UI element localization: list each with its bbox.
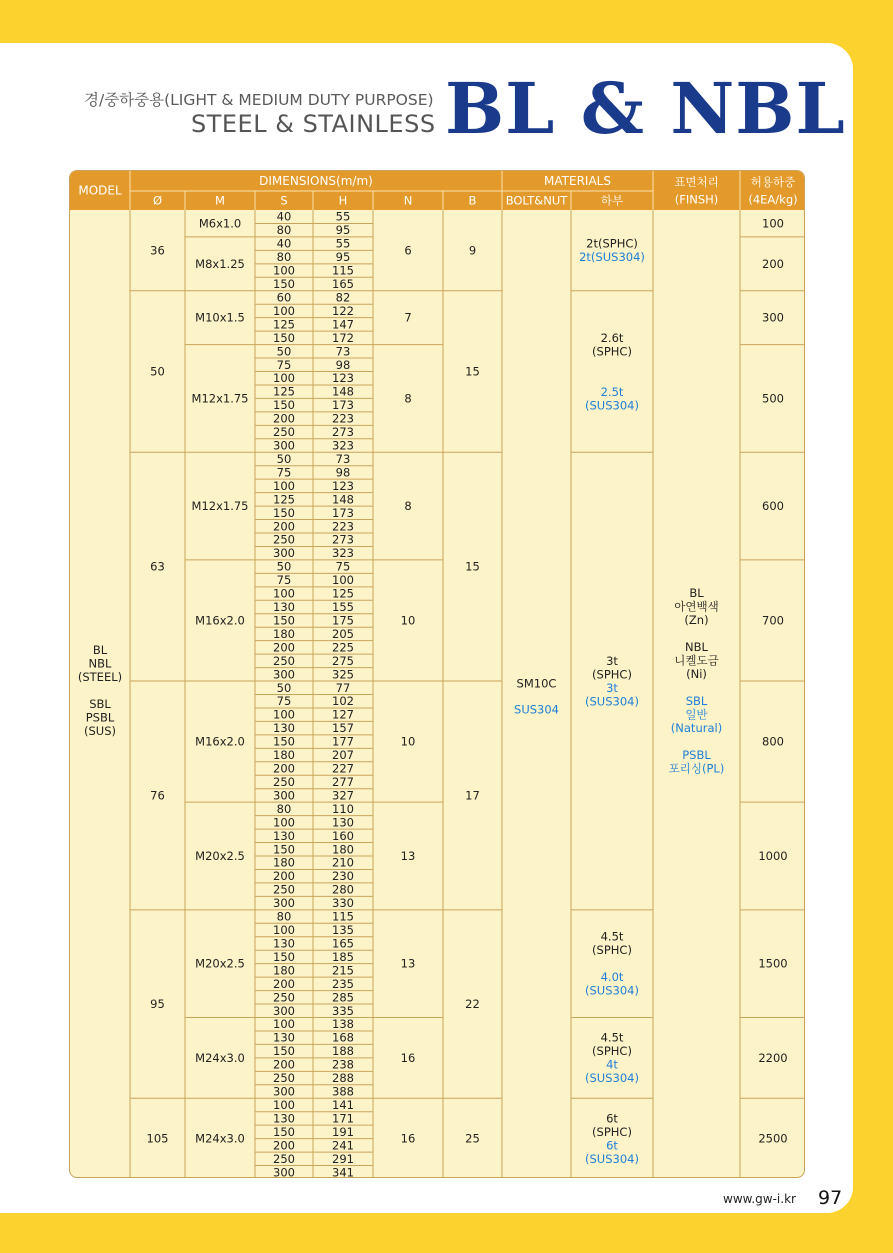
- h-value: 148: [332, 492, 354, 507]
- s-value: 300: [273, 546, 295, 561]
- s-value: 300: [273, 1165, 295, 1178]
- h-value: 123: [332, 478, 354, 493]
- base-material: 4.5t: [600, 1030, 624, 1045]
- phi-value: 76: [150, 788, 165, 803]
- base-material: (SPHC): [592, 344, 632, 359]
- m-value: M8x1.25: [195, 256, 245, 271]
- s-value: 50: [276, 680, 292, 695]
- h-value: 138: [332, 1017, 354, 1032]
- s-value: 100: [273, 371, 295, 386]
- load-value: 200: [762, 256, 784, 271]
- h-value: 273: [332, 425, 354, 440]
- h-value: 172: [332, 330, 354, 345]
- load-value: 500: [762, 391, 784, 406]
- header-load: 허용하중: [750, 175, 796, 189]
- h-value: 125: [332, 586, 354, 601]
- h-value: 235: [332, 976, 354, 991]
- h-value: 327: [332, 788, 354, 803]
- h-value: 238: [332, 1057, 354, 1072]
- header-finish: 표면처리: [674, 175, 719, 189]
- header-b: B: [468, 193, 477, 208]
- finish-type: (Natural): [670, 720, 723, 735]
- s-value: 80: [276, 223, 292, 238]
- h-value: 115: [332, 263, 354, 278]
- s-value: 200: [273, 640, 295, 655]
- h-value: 215: [332, 963, 354, 978]
- load-value: 2500: [758, 1131, 788, 1146]
- base-material: (SUS304): [585, 694, 639, 709]
- s-value: 100: [273, 707, 295, 722]
- h-value: 73: [335, 344, 351, 359]
- s-value: 130: [273, 936, 295, 951]
- s-value: 250: [273, 882, 295, 897]
- s-value: 250: [273, 774, 295, 789]
- m-value: M10x1.5: [195, 310, 245, 325]
- load-value: 800: [762, 734, 784, 749]
- phi-value: 36: [150, 243, 165, 258]
- s-value: 50: [276, 451, 292, 466]
- load-value: 1500: [758, 956, 788, 971]
- finish-type: PSBL: [682, 747, 711, 762]
- s-value: 130: [273, 1030, 295, 1045]
- h-value: 110: [332, 801, 354, 816]
- s-value: 250: [273, 1151, 295, 1166]
- m-value: M16x2.0: [195, 613, 245, 628]
- s-value: 100: [273, 923, 295, 938]
- n-value: 8: [404, 391, 412, 406]
- base-material: (SUS304): [585, 398, 639, 413]
- s-value: 200: [273, 411, 295, 426]
- s-value: 300: [273, 1003, 295, 1018]
- h-value: 98: [335, 357, 351, 372]
- s-value: 180: [273, 963, 295, 978]
- base-material: 4.0t: [600, 970, 624, 985]
- h-value: 173: [332, 505, 354, 520]
- s-value: 250: [273, 653, 295, 668]
- h-value: 180: [332, 842, 354, 857]
- base-material: (SPHC): [592, 943, 632, 958]
- s-value: 200: [273, 869, 295, 884]
- h-value: 123: [332, 371, 354, 386]
- material-subtitle: STEEL & STAINLESS: [191, 110, 436, 138]
- h-value: 127: [332, 707, 354, 722]
- h-value: 155: [332, 600, 354, 615]
- s-value: 150: [273, 277, 295, 292]
- base-material: (SPHC): [592, 1124, 632, 1139]
- s-value: 130: [273, 1111, 295, 1126]
- n-value: 6: [404, 243, 412, 258]
- s-value: 200: [273, 1057, 295, 1072]
- s-value: 80: [276, 801, 292, 816]
- h-value: 330: [332, 896, 354, 911]
- model-name: PSBL: [85, 710, 115, 725]
- base-material: (SPHC): [592, 1044, 632, 1059]
- h-value: 230: [332, 869, 354, 884]
- h-value: 102: [332, 694, 354, 709]
- s-value: 180: [273, 748, 295, 763]
- h-value: 82: [335, 290, 351, 305]
- h-value: 191: [332, 1124, 354, 1139]
- s-value: 75: [276, 357, 292, 372]
- s-value: 300: [273, 896, 295, 911]
- b-value: 17: [465, 788, 480, 803]
- h-value: 141: [332, 1097, 354, 1112]
- h-value: 160: [332, 828, 354, 843]
- m-value: M24x3.0: [195, 1131, 245, 1146]
- base-material: (SUS304): [585, 1071, 639, 1086]
- h-value: 225: [332, 640, 354, 655]
- model-name: (SUS): [84, 724, 116, 738]
- s-value: 150: [273, 949, 295, 964]
- bolt-nut-material: SM10C: [516, 676, 557, 691]
- s-value: 125: [273, 317, 295, 332]
- s-value: 150: [273, 1044, 295, 1059]
- h-value: 115: [332, 909, 354, 924]
- load-value: 2200: [758, 1050, 788, 1065]
- b-value: 25: [465, 1131, 480, 1146]
- model-name: (STEEL): [77, 670, 123, 684]
- s-value: 150: [273, 505, 295, 520]
- h-value: 335: [332, 1003, 354, 1018]
- base-material: 2.6t: [600, 330, 624, 345]
- h-value: 122: [332, 303, 354, 318]
- s-value: 40: [276, 236, 292, 251]
- s-value: 100: [273, 1017, 295, 1032]
- base-material: 4t: [606, 1057, 618, 1072]
- s-value: 50: [276, 344, 292, 359]
- h-value: 185: [332, 949, 354, 964]
- h-value: 95: [335, 250, 351, 265]
- h-value: 341: [332, 1165, 354, 1178]
- category-title: 경/중하중용(LIGHT & MEDIUM DUTY PURPOSE): [84, 91, 434, 109]
- h-value: 171: [332, 1111, 354, 1126]
- bolt-nut-material: SUS304: [514, 702, 559, 717]
- header-base: 하부: [600, 193, 624, 208]
- h-value: 205: [332, 626, 354, 641]
- load-value: 1000: [758, 849, 788, 863]
- phi-value: 105: [146, 1131, 169, 1146]
- header-n: N: [403, 193, 413, 208]
- s-value: 75: [276, 465, 292, 480]
- s-value: 200: [273, 519, 295, 534]
- h-value: 147: [332, 317, 354, 332]
- s-value: 250: [273, 532, 295, 547]
- n-value: 13: [400, 956, 416, 971]
- load-value: 600: [762, 499, 784, 514]
- s-value: 60: [276, 290, 292, 305]
- h-value: 77: [335, 680, 351, 695]
- base-material: 2.5t: [600, 384, 624, 399]
- s-value: 250: [273, 1071, 295, 1086]
- h-value: 275: [332, 653, 354, 668]
- s-value: 80: [276, 250, 292, 265]
- finish-type: 아연백색: [674, 599, 719, 614]
- h-value: 285: [332, 990, 354, 1005]
- h-value: 207: [332, 748, 354, 763]
- base-material: 2t(SUS304): [579, 250, 645, 265]
- s-value: 200: [273, 976, 295, 991]
- h-value: 323: [332, 546, 354, 561]
- spec-table-grid: [70, 171, 805, 1178]
- h-value: 168: [332, 1030, 354, 1045]
- header-h: H: [338, 193, 348, 208]
- load-value: 300: [762, 310, 784, 325]
- h-value: 73: [335, 451, 351, 466]
- load-value: 100: [762, 216, 784, 231]
- s-value: 75: [276, 694, 292, 709]
- s-value: 150: [273, 613, 295, 628]
- h-value: 210: [332, 855, 354, 870]
- footer-url: www.gw-i.kr: [723, 1192, 796, 1206]
- s-value: 180: [273, 855, 295, 870]
- base-material: (SPHC): [592, 667, 632, 682]
- finish-type: SBL: [685, 693, 708, 708]
- h-value: 157: [332, 721, 354, 736]
- m-value: M24x3.0: [195, 1050, 245, 1065]
- phi-value: 95: [150, 997, 165, 1012]
- n-value: 10: [400, 734, 416, 749]
- s-value: 150: [273, 734, 295, 749]
- header-load: (4EA/kg): [748, 192, 798, 207]
- model-name: NBL: [88, 656, 112, 671]
- n-value: 10: [400, 613, 416, 628]
- header-model: MODEL: [78, 183, 122, 198]
- product-title: BL & NBL: [445, 67, 846, 150]
- h-value: 388: [332, 1084, 354, 1099]
- b-value: 9: [468, 243, 477, 258]
- m-value: M6x1.0: [198, 216, 242, 231]
- base-material: 6t: [606, 1111, 618, 1126]
- m-value: M16x2.0: [195, 734, 245, 749]
- n-value: 16: [400, 1131, 416, 1146]
- base-material: 3t: [606, 680, 618, 695]
- s-value: 200: [273, 1138, 295, 1153]
- model-name: SBL: [89, 697, 111, 711]
- header-s: S: [280, 193, 288, 208]
- m-value: M20x2.5: [195, 849, 245, 863]
- s-value: 130: [273, 600, 295, 615]
- m-value: M20x2.5: [195, 956, 245, 971]
- s-value: 150: [273, 398, 295, 413]
- h-value: 165: [332, 936, 354, 951]
- h-value: 165: [332, 277, 354, 292]
- h-value: 55: [335, 236, 351, 251]
- finish-type: (Zn): [684, 612, 709, 627]
- n-value: 8: [404, 499, 412, 514]
- h-value: 280: [332, 882, 354, 897]
- s-value: 100: [273, 303, 295, 318]
- s-value: 40: [276, 209, 292, 224]
- h-value: 55: [335, 209, 351, 224]
- s-value: 125: [273, 492, 295, 507]
- s-value: 130: [273, 828, 295, 843]
- s-value: 75: [276, 573, 292, 588]
- phi-value: 63: [150, 559, 165, 574]
- n-value: 16: [400, 1050, 416, 1065]
- h-value: 277: [332, 774, 354, 789]
- s-value: 100: [273, 815, 295, 830]
- page-number: 97: [818, 1187, 843, 1209]
- base-material: (SUS304): [585, 983, 639, 998]
- s-value: 100: [273, 586, 295, 601]
- h-value: 177: [332, 734, 354, 749]
- s-value: 130: [273, 721, 295, 736]
- s-value: 50: [276, 559, 292, 574]
- h-value: 135: [332, 923, 354, 938]
- spec-table: [69, 170, 805, 1178]
- s-value: 100: [273, 478, 295, 493]
- header-materials: MATERIALS: [544, 174, 611, 188]
- h-value: 223: [332, 519, 354, 534]
- m-value: M12x1.75: [191, 499, 249, 514]
- h-value: 175: [332, 613, 354, 628]
- header-phi: Ø: [152, 193, 163, 208]
- phi-value: 50: [150, 364, 165, 379]
- s-value: 300: [273, 1084, 295, 1099]
- s-value: 180: [273, 626, 295, 641]
- s-value: 125: [273, 384, 295, 399]
- h-value: 288: [332, 1071, 354, 1086]
- s-value: 150: [273, 1124, 295, 1139]
- finish-type: (Ni): [686, 666, 707, 681]
- s-value: 300: [273, 788, 295, 803]
- b-value: 22: [465, 997, 480, 1012]
- s-value: 80: [276, 909, 292, 924]
- base-material: 2t(SPHC): [586, 236, 638, 251]
- h-value: 273: [332, 532, 354, 547]
- finish-type: 일반: [685, 707, 708, 722]
- base-material: (SUS304): [585, 1151, 639, 1166]
- model-name: BL: [92, 643, 108, 657]
- b-value: 15: [465, 559, 480, 574]
- s-value: 250: [273, 990, 295, 1005]
- h-value: 241: [332, 1138, 354, 1153]
- h-value: 188: [332, 1044, 354, 1059]
- h-value: 223: [332, 411, 354, 426]
- s-value: 150: [273, 842, 295, 857]
- header-finish: (FINSH): [674, 192, 719, 207]
- finish-type: 포리싱(PL): [668, 761, 725, 776]
- finish-type: NBL: [685, 639, 708, 654]
- header-m: M: [215, 193, 225, 208]
- s-value: 300: [273, 667, 295, 682]
- h-value: 323: [332, 438, 354, 453]
- h-value: 227: [332, 761, 354, 776]
- m-value: M12x1.75: [191, 391, 249, 406]
- h-value: 173: [332, 398, 354, 413]
- h-value: 130: [332, 815, 354, 830]
- s-value: 100: [273, 1097, 295, 1112]
- finish-type: 니켈도금: [674, 653, 719, 668]
- base-material: 3t: [606, 653, 618, 668]
- base-material: 4.5t: [600, 929, 624, 944]
- s-value: 300: [273, 438, 295, 453]
- header-bolt-nut: BOLT&NUT: [505, 193, 568, 208]
- load-value: 700: [762, 613, 784, 628]
- s-value: 150: [273, 330, 295, 345]
- b-value: 15: [465, 364, 480, 379]
- s-value: 100: [273, 263, 295, 278]
- h-value: 95: [335, 223, 351, 238]
- s-value: 200: [273, 761, 295, 776]
- header-dimensions: DIMENSIONS(m/m): [259, 174, 373, 188]
- finish-type: BL: [689, 585, 704, 600]
- h-value: 75: [335, 559, 351, 574]
- h-value: 100: [332, 573, 354, 588]
- h-value: 98: [335, 465, 351, 480]
- base-material: 6t: [606, 1138, 618, 1153]
- n-value: 7: [404, 310, 412, 325]
- h-value: 325: [332, 667, 354, 682]
- h-value: 148: [332, 384, 354, 399]
- n-value: 13: [400, 849, 416, 863]
- s-value: 250: [273, 425, 295, 440]
- h-value: 291: [332, 1151, 354, 1166]
